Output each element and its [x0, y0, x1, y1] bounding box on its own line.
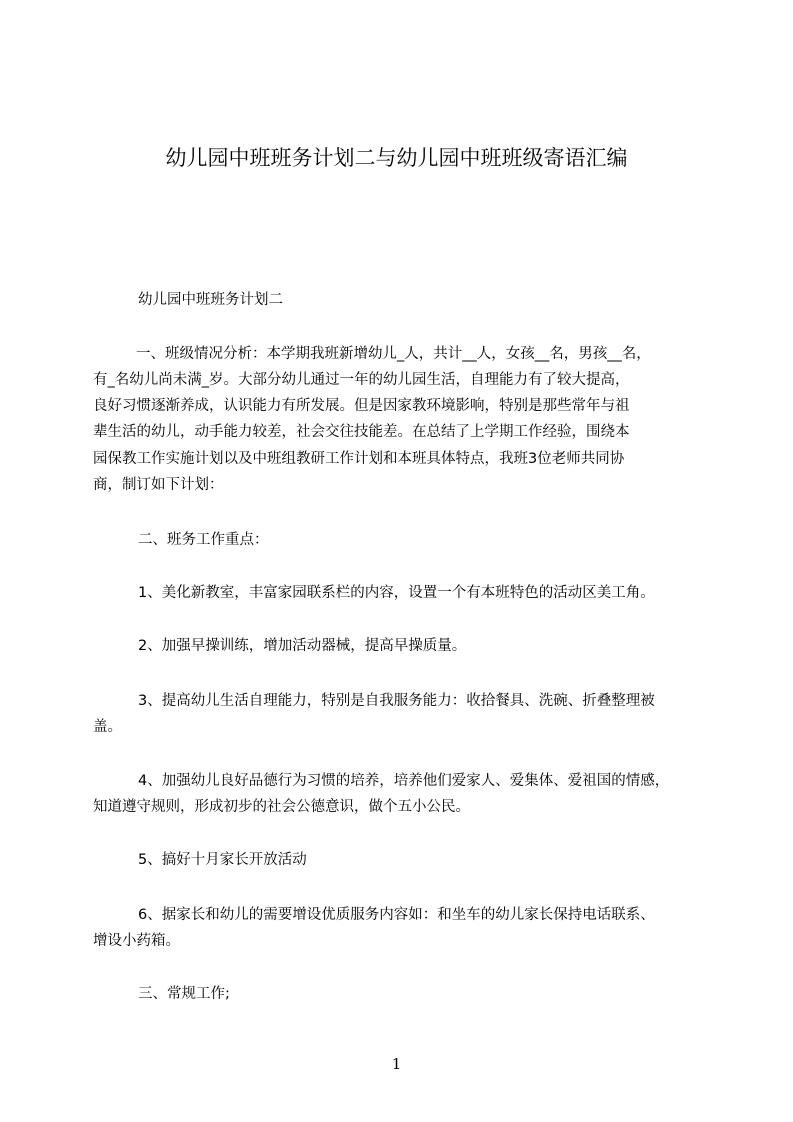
list-item-5: 5、搞好十月家长开放活动: [138, 852, 307, 868]
paragraph-line: 盖。: [93, 719, 122, 735]
section-heading-work-focus: 二、班务工作重点：: [138, 532, 269, 548]
paragraph-line: 园保教工作实施计划以及中班组教研工作计划和本班具体特点，我班3位老师共同协: [93, 450, 625, 467]
paragraph-line: 辈生活的幼儿，动手能力较差，社会交往技能差。在总结了上学期工作经验，围绕本: [93, 424, 630, 441]
page-number: 1: [391, 1055, 402, 1073]
paragraph-line: 一、班级情况分析：本学期我班新增幼儿_人，共计__人，女孩__名，男孩__名，: [136, 346, 651, 362]
list-item-3: [138, 688, 655, 714]
paragraph-class-analysis-cont: [93, 367, 630, 498]
paragraph-line: 6、据家长和幼儿的需要增设优质服务内容如：和坐车的幼儿家长保持电话联系、: [138, 907, 655, 923]
section-heading-routine-work: 三、常规工作;: [138, 986, 230, 1002]
list-item-2: 2、加强早操训练，增加活动器械，提高早操质量。: [138, 638, 467, 654]
list-item-4-cont: [93, 794, 470, 820]
paragraph-line: 良好习惯逐渐养成，认识能力有所发展。但是因家教环境影响，特别是那些常年与祖: [93, 398, 630, 415]
paragraph-line: 有_名幼儿尚未满_岁。大部分幼儿通过一年的幼儿园生活，自理能力有了较大提高，: [93, 372, 630, 388]
paragraph-line: 增设小药箱。: [93, 933, 180, 949]
paragraph-line: 知道遵守规则，形成初步的社会公德意识，做个五小公民。: [93, 799, 470, 815]
list-item-1: 1、美化新教室，丰富家园联系栏的内容，设置一个有本班特色的活动区美工角。: [138, 585, 655, 601]
list-item-4: [138, 768, 669, 794]
document-title: 幼儿园中班班务计划二与幼儿园中班班级寄语汇编: [165, 146, 628, 170]
document-subtitle: 幼儿园中班班务计划二: [138, 292, 283, 308]
paragraph-line: 4、加强幼儿良好品德行为习惯的培养，培养他们爱家人、爱集体、爱祖国的情感，: [138, 773, 670, 789]
paragraph-line: 商，制订如下计划：: [93, 476, 224, 493]
list-item-6: [138, 902, 655, 928]
list-item-6-cont: [93, 928, 180, 954]
list-item-3-cont: [93, 714, 122, 740]
paragraph-line: 3、提高幼儿生活自理能力，特别是自我服务能力：收拾餐具、洗碗、折叠整理被: [138, 693, 655, 709]
paragraph-class-analysis: [136, 341, 651, 367]
